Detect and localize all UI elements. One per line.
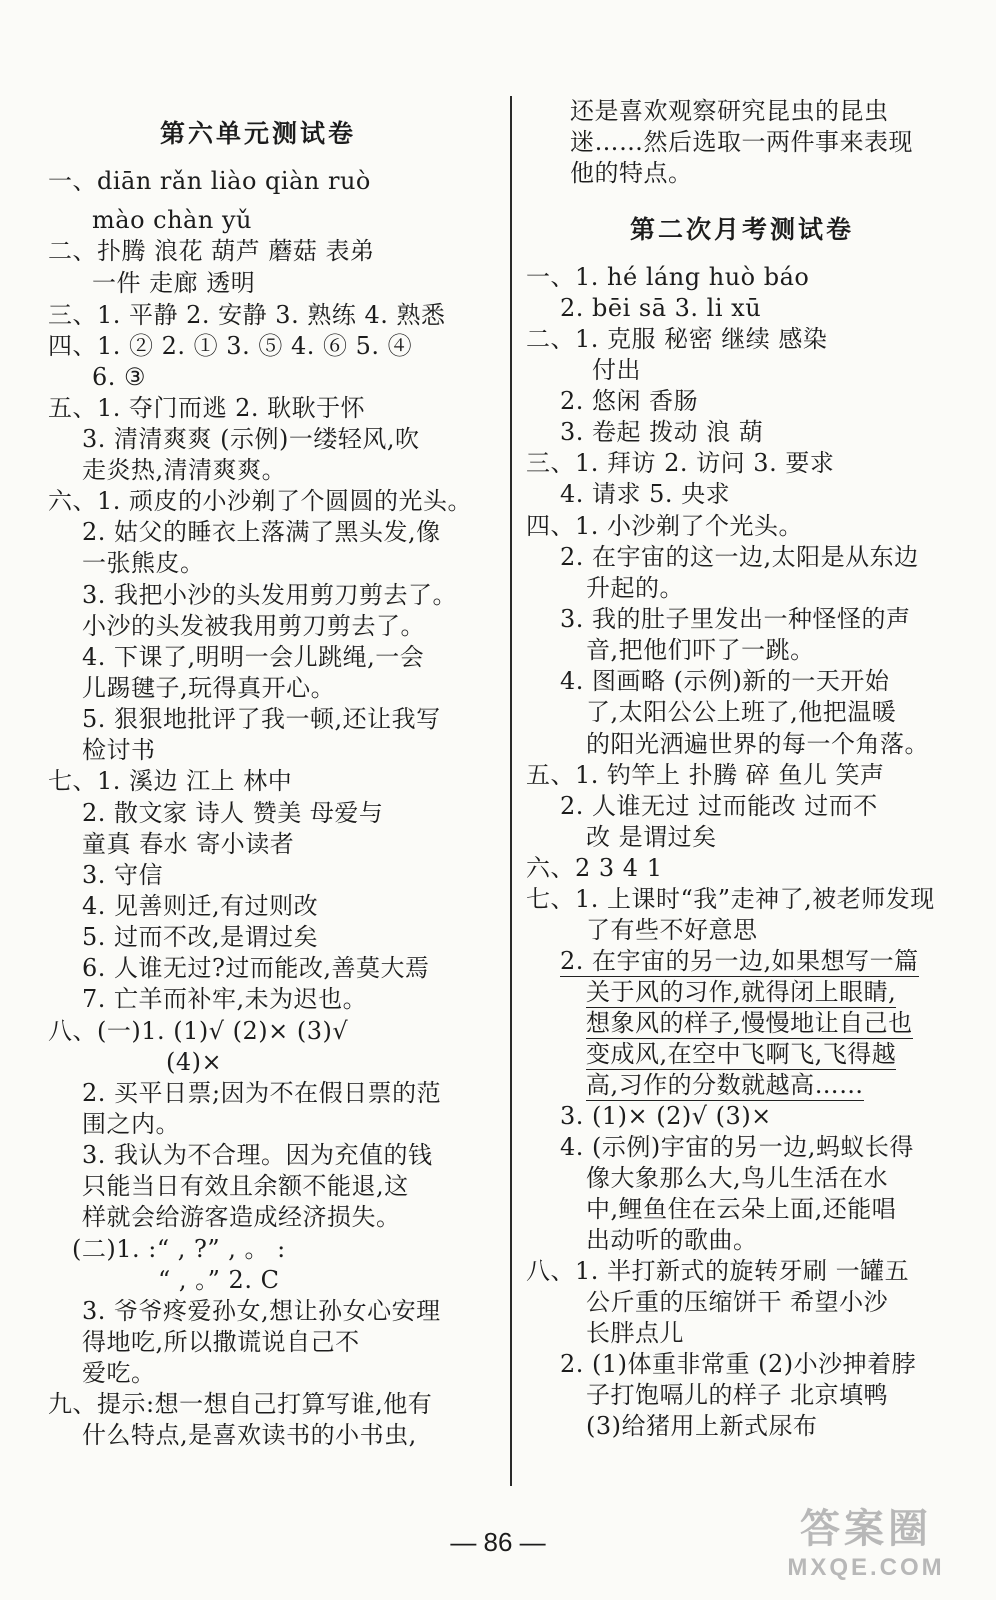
answer-line: “ , 。” 2. C	[158, 1266, 280, 1294]
column-divider	[510, 96, 512, 1486]
answer-line: 7. 亡羊而补牢,未为迟也。	[82, 985, 368, 1013]
answer-line: 3. (1)× (2)√ (3)×	[560, 1102, 772, 1130]
answer-line: mào chàn yǔ	[92, 206, 252, 234]
answer-line: 子打饱嗝儿的样子 北京填鸭	[586, 1381, 889, 1409]
answer-line: 2. 人谁无过 过而能改 过而不	[560, 792, 878, 820]
answer-line: (二)1. :“ , ?” , 。 :	[72, 1235, 286, 1263]
answer-line: 小沙的头发被我用剪刀剪去了。	[82, 612, 425, 640]
page-number: — 86 —	[450, 1527, 546, 1557]
answer-line: 得地吃,所以撒谎说自己不	[82, 1328, 360, 1356]
answer-line: 四、1. 小沙剃了个光头。	[526, 512, 804, 540]
watermark-logo	[756, 1505, 976, 1591]
answer-line: 2. 姑父的睡衣上落满了黑头发,像	[82, 518, 441, 546]
answer-line: 四、1. ② 2. ① 3. ⑤ 4. ⑥ 5. ④	[48, 332, 413, 360]
answer-line: (4)×	[166, 1048, 223, 1076]
answer-line: 的阳光洒遍世界的每一个角落。	[586, 730, 929, 758]
answer-line: 八、1. 半打新式的旋转牙刷 一罐五	[526, 1257, 910, 1285]
answer-line: 了有些不好意思	[586, 916, 758, 944]
answer-line: 七、1. 溪边 江上 林中	[48, 767, 293, 795]
answer-line: 付出	[592, 356, 641, 384]
answer-line: 3. 我把小沙的头发用剪刀剪去了。	[82, 581, 458, 609]
answer-line: 七、1. 上课时“我”走神了,被老师发现	[526, 885, 935, 913]
answer-line: 3. 爷爷疼爱孙女,想让孙女心安理	[82, 1297, 441, 1325]
answer-line: 三、1. 平静 2. 安静 3. 熟练 4. 熟悉	[48, 301, 446, 329]
answer-line-underlined	[586, 1008, 913, 1038]
answer-line: 五、1. 夺门而逃 2. 耿耿于怀	[48, 394, 366, 422]
answer-line: 八、(一)1. (1)√ (2)× (3)√	[48, 1017, 349, 1045]
answer-line: 检讨书	[82, 736, 156, 764]
answer-line: 六、2 3 4 1	[526, 854, 663, 882]
answer-line: 5. 狠狠地批评了我一顿,还让我写	[82, 705, 441, 733]
answer-line: 4. 下课了,明明一会儿跳绳,一会	[82, 643, 425, 671]
answer-line: 6. ③	[92, 363, 147, 391]
underlined-text: 变成风,在空中飞啊飞,飞得越	[586, 1040, 897, 1068]
section-title-unit6-test: 第六单元测试卷	[160, 119, 357, 148]
answer-line: 2. 在宇宙的这一边,太阳是从东边	[560, 543, 919, 571]
answer-line-underlined	[586, 1070, 864, 1100]
watermark-url: MXQE.COM	[787, 1554, 945, 1581]
answer-line-underlined	[560, 946, 919, 976]
answer-line-underlined	[586, 977, 896, 1007]
answer-line: 音,把他们吓了一跳。	[586, 636, 815, 664]
answer-line: 二、扑腾 浪花 葫芦 蘑菇 表弟	[48, 237, 375, 265]
answer-line: 三、1. 拜访 2. 访问 3. 要求	[526, 449, 835, 477]
answer-line: 童真 春水 寄小读者	[82, 830, 295, 858]
answer-line: 2. bēi sā 3. li xū	[560, 294, 762, 322]
answer-line: 像大象那么大,鸟儿生活在水	[586, 1164, 889, 1192]
answer-line: 一张熊皮。	[82, 549, 205, 577]
answer-line: 样就会给游客造成经济损失。	[82, 1203, 401, 1231]
watermark-logo-text: 答案圈	[800, 1507, 932, 1551]
answer-line: (3)给猪用上新式尿布	[586, 1412, 818, 1440]
answer-line: 2. 悠闲 香肠	[560, 387, 699, 415]
answer-line: 出动听的歌曲。	[586, 1226, 758, 1254]
answer-line: 还是喜欢观察研究昆虫的昆虫	[570, 97, 889, 125]
answer-line: 六、1. 顽皮的小沙剃了个圆圆的光头。	[48, 487, 473, 515]
answer-line: 儿踢毽子,玩得真开心。	[82, 674, 336, 702]
answer-line: 5. 过而不改,是谓过矣	[82, 923, 319, 951]
answer-line-underlined	[586, 1039, 896, 1069]
answer-line: 他的特点。	[570, 159, 693, 187]
answer-line: 6. 人谁无过?过而能改,善莫大焉	[82, 954, 430, 982]
answer-line: 2. (1)体重非常重 (2)小沙抻着脖	[560, 1350, 917, 1378]
answer-line: 长胖点儿	[586, 1319, 684, 1347]
answer-line: 升起的。	[586, 574, 684, 602]
underlined-text: 2. 在宇宙的另一边,如果想写一篇	[560, 947, 919, 975]
answer-line: 了,太阳公公上班了,他把温暖	[586, 698, 897, 726]
answer-line: 2. 散文家 诗人 赞美 母爱与	[82, 799, 384, 827]
answer-line: 公斤重的压缩饼干 希望小沙	[586, 1288, 889, 1316]
answer-line: 二、1. 克服 秘密 继续 感染	[526, 325, 828, 353]
underlined-text: 高,习作的分数就越高……	[586, 1071, 864, 1099]
answer-line: 一、1. hé láng huò báo	[526, 263, 810, 291]
answer-line: 只能当日有效且余额不能退,这	[82, 1172, 409, 1200]
underlined-text: 关于风的习作,就得闭上眼睛,	[586, 978, 897, 1006]
underlined-text: 想象风的样子,慢慢地让自己也	[586, 1009, 913, 1037]
answer-line: 改 是谓过矣	[586, 823, 717, 851]
answer-line: 4. 请求 5. 央求	[560, 480, 731, 508]
answer-line: 一、diān rǎn liào qiàn ruò	[48, 167, 371, 195]
answer-line: 4. 图画略 (示例)新的一天开始	[560, 667, 890, 695]
answer-line: 3. 我认为不合理。因为充值的钱	[82, 1141, 433, 1169]
section-title-second-monthly-test: 第二次月考测试卷	[630, 215, 855, 244]
answer-line: 3. 清清爽爽 (示例)一缕轻风,吹	[82, 425, 420, 453]
answer-line: 中,鲤鱼住在云朵上面,还能唱	[586, 1195, 897, 1223]
answer-line: 五、1. 钓竿上 扑腾 碎 鱼儿 笑声	[526, 761, 885, 789]
answer-line: 3. 我的肚子里发出一种怪怪的声	[560, 605, 911, 633]
answer-line: 走炎热,清清爽爽。	[82, 456, 287, 484]
answer-line: 3. 卷起 拨动 浪 葫	[560, 418, 764, 446]
answer-line: 一件 走廊 透明	[92, 269, 256, 297]
answer-line: 2. 买平日票;因为不在假日票的范	[82, 1079, 442, 1107]
answer-line: 什么特点,是喜欢读书的小书虫,	[82, 1421, 417, 1449]
answer-line: 4. (示例)宇宙的另一边,蚂蚁长得	[560, 1133, 914, 1161]
answer-line: 4. 见善则迁,有过则改	[82, 892, 319, 920]
answer-line: 爱吃。	[82, 1359, 156, 1387]
answer-line: 3. 守信	[82, 861, 164, 889]
answer-line: 围之内。	[82, 1110, 180, 1138]
answer-line: 迷……然后选取一两件事来表现	[570, 128, 913, 156]
answer-line: 九、提示:想一想自己打算写谁,他有	[48, 1390, 433, 1418]
